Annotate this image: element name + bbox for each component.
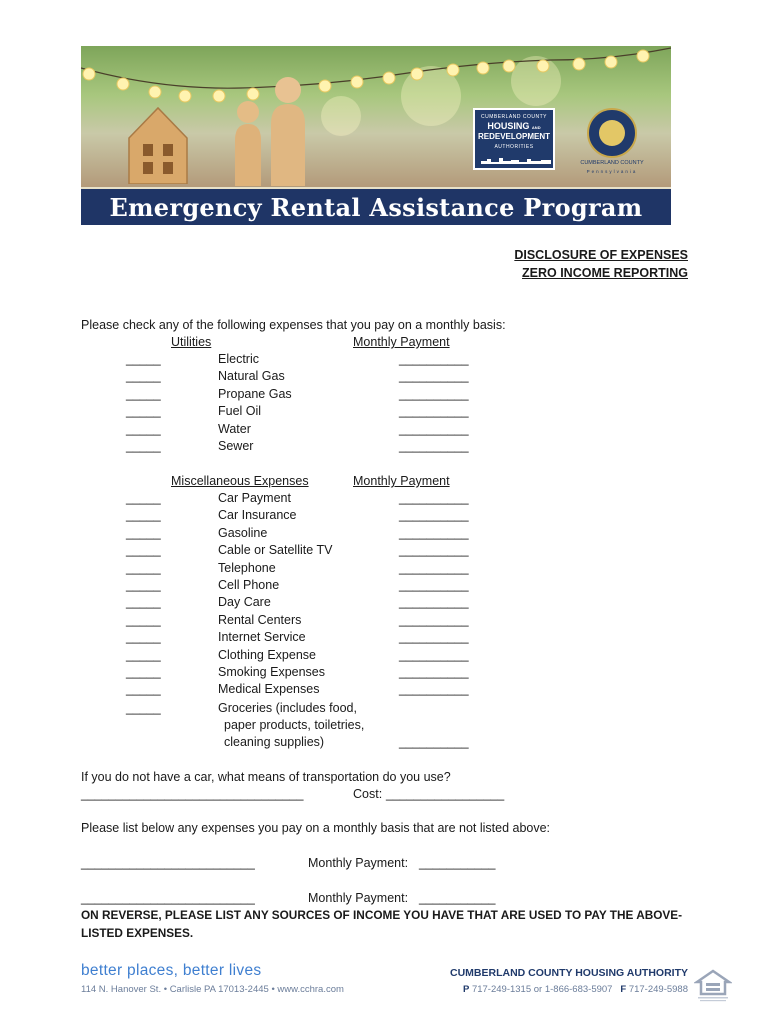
intro-text: Please check any of the following expenses that you pay on a monthly basis: bbox=[81, 318, 506, 332]
misc-amount-blank[interactable]: __________ bbox=[399, 665, 469, 679]
utility-checkbox-blank[interactable]: _____ bbox=[126, 369, 161, 384]
utilities-payment-header: Monthly Payment bbox=[353, 335, 450, 349]
utility-amount-blank[interactable]: __________ bbox=[399, 421, 469, 436]
groceries-amount-blank[interactable]: __________ bbox=[399, 735, 469, 749]
misc-amount-blank[interactable]: __________ bbox=[399, 560, 469, 575]
misc-amount-blank[interactable]: __________ bbox=[399, 578, 469, 592]
program-banner bbox=[81, 46, 671, 225]
misc-checkbox-blank[interactable]: _____ bbox=[126, 647, 161, 662]
utility-checkbox-blank[interactable]: _____ bbox=[126, 421, 161, 436]
misc-payment-header: Monthly Payment bbox=[353, 474, 450, 488]
other-expenses-prompt: Please list below any expenses you pay on a monthly basis that are not listed above: bbox=[81, 821, 551, 835]
heading-line-2: ZERO INCOME REPORTING bbox=[522, 266, 688, 280]
misc-item-label: Car Insurance bbox=[218, 508, 297, 523]
heading-line-1: DISCLOSURE OF EXPENSES bbox=[514, 248, 688, 262]
housing-authority-logo: CUMBERLAND COUNTY HOUSING AND REDEVELOPMENT AUTHORITIES bbox=[473, 108, 555, 170]
utilities-header: Utilities bbox=[171, 335, 212, 349]
other-expense-blank-1[interactable]: _________________________ bbox=[81, 856, 255, 870]
other-expense-blank-2[interactable]: _________________________ bbox=[81, 891, 255, 905]
misc-item-label: Smoking Expenses bbox=[218, 665, 326, 679]
transport-question: If you do not have a car, what means of transportation do you use? bbox=[81, 770, 451, 784]
groceries-checkbox-blank[interactable]: _____ bbox=[126, 701, 161, 715]
footer-tagline: better places, better lives bbox=[81, 962, 262, 979]
misc-item-label: Day Care bbox=[218, 595, 271, 610]
misc-item-label: Cable or Satellite TV bbox=[218, 543, 333, 558]
misc-amount-blank[interactable]: __________ bbox=[399, 630, 469, 645]
other-payment-blank-2[interactable]: ___________ bbox=[419, 891, 496, 905]
county-seal-icon bbox=[587, 108, 637, 158]
utility-checkbox-blank[interactable]: _____ bbox=[126, 439, 161, 453]
misc-amount-blank[interactable]: __________ bbox=[399, 543, 469, 558]
footer-address: 114 N. Hanover St. • Carlisle PA 17013-2445 • www.cchra.com bbox=[81, 984, 344, 995]
misc-checkbox-blank[interactable]: _____ bbox=[126, 630, 161, 645]
groceries-label-1: Groceries (includes food, bbox=[218, 701, 357, 715]
utility-amount-blank[interactable]: __________ bbox=[399, 439, 469, 453]
misc-amount-blank[interactable]: __________ bbox=[399, 595, 469, 610]
utility-item-label: Water bbox=[218, 421, 251, 436]
misc-item-label: Rental Centers bbox=[218, 612, 302, 627]
misc-item-label: Gasoline bbox=[218, 525, 268, 540]
reverse-note-line-1: ON REVERSE, PLEASE LIST ANY SOURCES OF INCOME YOU HAVE THAT ARE USED TO PAY THE ABOVE- bbox=[81, 908, 683, 922]
misc-checkbox-blank[interactable]: _____ bbox=[126, 543, 161, 558]
banner-photo bbox=[81, 46, 671, 187]
misc-amount-blank[interactable]: __________ bbox=[399, 525, 469, 540]
misc-checkbox-blank[interactable]: _____ bbox=[126, 508, 161, 523]
misc-checkbox-blank[interactable]: _____ bbox=[126, 612, 161, 627]
utility-item-label: Electric bbox=[218, 352, 259, 366]
transport-answer-blank[interactable]: ________________________________ bbox=[81, 787, 304, 801]
other-payment-blank-1[interactable]: ___________ bbox=[419, 856, 496, 870]
equal-housing-icon bbox=[694, 968, 732, 1002]
program-title: Emergency Rental Assistance Program bbox=[109, 193, 643, 222]
form-heading bbox=[514, 246, 688, 282]
misc-item-label: Internet Service bbox=[218, 630, 306, 645]
banner-title-bar bbox=[81, 187, 671, 225]
misc-checkbox-blank[interactable]: _____ bbox=[126, 665, 161, 679]
utility-checkbox-blank[interactable]: _____ bbox=[126, 352, 161, 366]
misc-checkbox-blank[interactable]: _____ bbox=[126, 682, 161, 697]
footer-org-name: CUMBERLAND COUNTY HOUSING AUTHORITY bbox=[450, 967, 688, 979]
utility-amount-blank[interactable]: __________ bbox=[399, 404, 469, 419]
misc-amount-blank[interactable]: __________ bbox=[399, 612, 469, 627]
misc-header: Miscellaneous Expenses bbox=[171, 474, 309, 488]
misc-amount-blank[interactable]: __________ bbox=[399, 647, 469, 662]
misc-item-label: Car Payment bbox=[218, 491, 291, 505]
utility-checkbox-blank[interactable]: _____ bbox=[126, 404, 161, 419]
misc-item-label: Cell Phone bbox=[218, 578, 280, 592]
county-sub: Pennsylvania bbox=[586, 169, 638, 174]
transport-cost-blank[interactable]: _________________ bbox=[386, 787, 505, 801]
misc-item-label: Medical Expenses bbox=[218, 682, 320, 697]
utility-amount-blank[interactable]: __________ bbox=[399, 369, 469, 384]
other-payment-label-2: Monthly Payment: bbox=[308, 891, 409, 905]
wooden-figure-icon bbox=[267, 76, 309, 186]
utility-amount-blank[interactable]: __________ bbox=[399, 352, 469, 366]
misc-checkbox-blank[interactable]: _____ bbox=[126, 525, 161, 540]
misc-item-label: Telephone bbox=[218, 560, 276, 575]
utility-item-label: Natural Gas bbox=[218, 369, 285, 384]
misc-item-label: Clothing Expense bbox=[218, 647, 316, 662]
utility-item-label: Propane Gas bbox=[218, 386, 292, 401]
wooden-house-icon bbox=[125, 104, 191, 184]
misc-amount-blank[interactable]: __________ bbox=[399, 508, 469, 523]
other-payment-label-1: Monthly Payment: bbox=[308, 856, 409, 870]
misc-amount-blank[interactable]: __________ bbox=[399, 682, 469, 697]
utility-item-label: Fuel Oil bbox=[218, 404, 262, 419]
utility-checkbox-blank[interactable]: _____ bbox=[126, 386, 161, 401]
misc-checkbox-blank[interactable]: _____ bbox=[126, 595, 161, 610]
reverse-note-line-2: LISTED EXPENSES. bbox=[81, 926, 194, 940]
footer-contact: P 717-249-1315 or 1-866-683-5907 F 717-249-5988 bbox=[462, 984, 688, 995]
utility-amount-blank[interactable]: __________ bbox=[399, 386, 469, 401]
misc-checkbox-blank[interactable]: _____ bbox=[126, 560, 161, 575]
misc-checkbox-blank[interactable]: _____ bbox=[126, 491, 161, 505]
groceries-label-3: cleaning supplies) bbox=[224, 735, 325, 749]
transport-cost-label: Cost: bbox=[353, 787, 383, 801]
misc-checkbox-blank[interactable]: _____ bbox=[126, 578, 161, 592]
county-label: CUMBERLAND COUNTY bbox=[580, 160, 644, 166]
misc-amount-blank[interactable]: __________ bbox=[399, 491, 469, 505]
wooden-figure-icon bbox=[231, 100, 265, 186]
groceries-label-2: paper products, toiletries, bbox=[224, 718, 365, 732]
utility-item-label: Sewer bbox=[218, 439, 254, 453]
skyline-icon bbox=[481, 158, 551, 164]
